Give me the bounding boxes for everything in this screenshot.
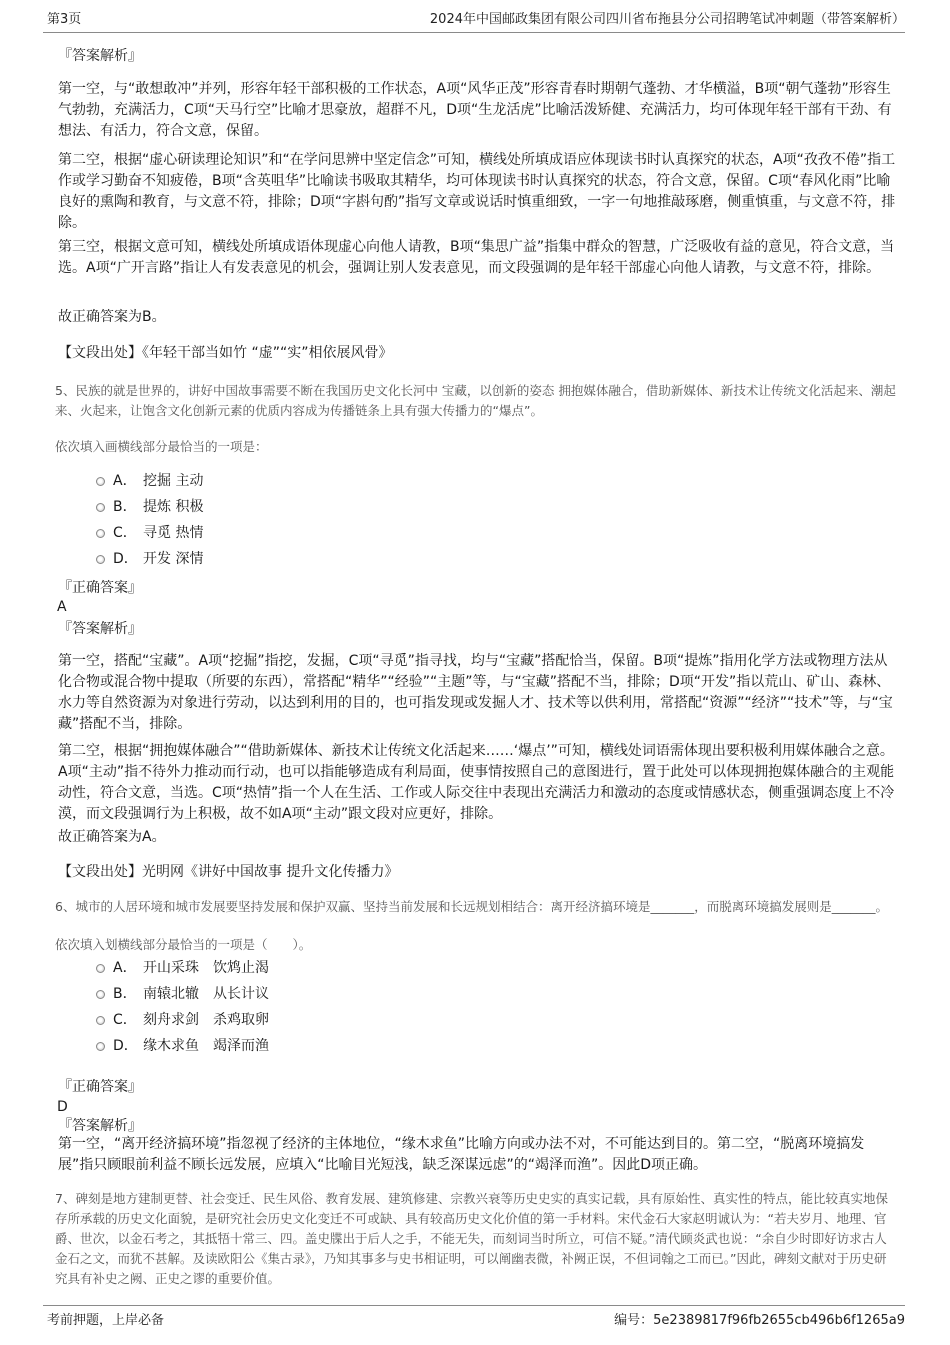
option-text: 刻舟求剑 杀鸡取卵 xyxy=(143,1012,269,1028)
radio-icon[interactable] xyxy=(96,1016,105,1025)
option-letter: A． xyxy=(113,473,137,489)
q5-option-b[interactable] xyxy=(96,497,203,518)
q4-conclusion: 故正确答案为B。 xyxy=(58,309,166,325)
q5-answer-heading: 『正确答案』 xyxy=(58,580,142,596)
radio-icon[interactable] xyxy=(96,990,105,999)
q6-option-a[interactable] xyxy=(96,958,269,979)
q6-option-c[interactable] xyxy=(96,1010,269,1031)
q7-stem: 7、碑刻是地方建制更替、社会变迁、民生风俗、教育发展、建筑修建、宗教兴衰等历史史实的真实记载，具有原始性、真实性的特点，能比较真实地保存所承载的历史文化面貌，是研究社会历史文化变迁不可或缺、具有较高历史文化价值的第一手材料。宋代金石大家赵明诚认为：“若夫岁月、地理、官爵、世次，以金石考之，其抵牾十常三、四。盖史牒出于后人之手，不能无失，而刻词当时所立，可信不疑。”清代顾炎武也说：“余自少时即好访求古人金石之文，而犹不甚解。及读欧阳公《集古录》，乃知其事多与史书相证明，可以阐幽表微，补阙正误，不但词翰之工而已。”因此，碑刻文献对于历史研究具有补史之阙、正史之谬的重要价值。 xyxy=(55,1191,888,1286)
radio-icon[interactable] xyxy=(96,477,105,486)
radio-icon[interactable] xyxy=(96,1042,105,1051)
option-letter: A． xyxy=(113,960,137,976)
q4-analysis-para-2: 第二空，根据“虚心研读理论知识”和“在学问思辨中坚定信念”可知，横线处所填成语应体现读书时认真探究的状态，A项“孜孜不倦”指工作或学习勤奋不知疲倦，B项“含英咀华”比喻读书吸取其精华，均可体现读书时认真探究的状态，符合文意，保留。C项“春风化雨”比喻良好的熏陶和教育，与文意不符，排除；D项“字斟句酌”指写文章或说话时慎重细致，一字一句地推敲琢磨，侧重慎重，与文意不符，排除。 xyxy=(58,152,896,231)
option-text: 开发 深情 xyxy=(143,551,204,567)
q5-answer: A xyxy=(57,599,67,615)
q6-prompt: 依次填入划横线部分最恰当的一项是（ ）。 xyxy=(55,937,312,952)
q6-option-b[interactable] xyxy=(96,984,269,1005)
radio-icon[interactable] xyxy=(96,555,105,564)
q6-answer: D xyxy=(57,1099,68,1115)
q5-stem: 5、民族的就是世界的，讲好中国故事需要不断在我国历史文化长河中 宝藏，以创新的姿态 拥抱媒体融合，借助新媒体、新技术让传统文化活起来、潮起来、火起来，让饱含文化创新元素的优质内容成为传播链条上具有强大传播力的“爆点”。 xyxy=(55,383,896,418)
option-letter: B． xyxy=(113,986,137,1002)
q4-analysis-heading: 『答案解析』 xyxy=(58,48,142,64)
option-text: 开山采珠 饮鸩止渴 xyxy=(143,960,269,976)
q6-analysis-heading: 『答案解析』 xyxy=(58,1118,142,1134)
q5-prompt: 依次填入画横线部分最恰当的一项是： xyxy=(55,439,268,454)
page-header xyxy=(43,10,905,33)
footer-slogan: 考前押题，上岸必备 xyxy=(47,1313,165,1328)
q4-analysis-para-3: 第三空，根据文意可知，横线处所填成语体现虚心向他人请教，B项“集思广益”指集中群众的智慧，广泛吸收有益的意见，符合文意，当选。A项“广开言路”指让人有发表意见的机会，强调让别人发表意见，而文段强调的是年轻干部虚心向他人请教，与文意不符，排除。 xyxy=(58,239,895,276)
q6-answer-heading: 『正确答案』 xyxy=(58,1079,142,1095)
q6-stem: 6、城市的人居环境和城市发展要坚持发展和保护双赢、坚持当前发展和长远规划相结合：离开经济搞环境是_______，而脱离环境搞发展则是_______。 xyxy=(55,899,888,914)
q5-analysis-para-1: 第一空，搭配“宝藏”。A项“挖掘”指挖，发掘，C项“寻觅”指寻找，均与“宝藏”搭配恰当，保留。B项“提炼”指用化学方法或物理方法从化合物或混合物中提取（所要的东西），常搭配“精华”“经验”“主题”等，与“宝藏”搭配不当，排除；D项“开发”指以荒山、矿山、森林、水力等自然资源为对象进行劳动，以达到利用的目的，也可指发现或发掘人才、技术等以供利用，常搭配“资源”“经济”“技术”等，与“宝藏”搭配不当，排除。 xyxy=(58,653,893,732)
option-letter: C． xyxy=(113,1012,137,1028)
document-title: 2024年中国邮政集团有限公司四川省布拖县分公司招聘笔试冲刺题（带答案解析） xyxy=(429,12,905,27)
q5-option-a[interactable] xyxy=(96,471,203,492)
page-number: 第3页 xyxy=(47,12,82,27)
q5-conclusion: 故正确答案为A。 xyxy=(58,829,166,845)
option-text: 寻觅 热情 xyxy=(143,525,204,541)
q6-analysis-para-1: 第一空，“离开经济搞环境”指忽视了经济的主体地位，“缘木求鱼”比喻方向或办法不对，不可能达到目的。第二空，“脱离环境搞发展”指只顾眼前利益不顾长远发展，应填入“比喻目光短浅，缺乏深谋远虑”的“竭泽而渔”。因此D项正确。 xyxy=(58,1136,865,1173)
option-text: 挖掘 主动 xyxy=(143,473,204,489)
q4-source: 【文段出处】《年轻干部当如竹 “虚”“实”相依展风骨》 xyxy=(58,345,393,361)
radio-icon[interactable] xyxy=(96,964,105,973)
q5-analysis-heading: 『答案解析』 xyxy=(58,621,142,637)
q5-option-d[interactable] xyxy=(96,549,203,570)
document-id: 编号：5e2389817f96fb2655cb496b6f1265a9 xyxy=(614,1313,905,1328)
option-text: 南辕北辙 从长计议 xyxy=(143,986,269,1002)
option-text: 提炼 积极 xyxy=(143,499,204,515)
q4-analysis-para-1: 第一空，与“敢想敢冲”并列，形容年轻干部积极的工作状态，A项“风华正茂”形容青春时期朝气蓬勃、才华横溢，B项“朝气蓬勃”形容生气勃勃，充满活力，C项“天马行空”比喻才思豪放，超群不凡，D项“生龙活虎”比喻活泼矫健、充满活力，均可体现年轻干部有干劲、有想法、有活力，符合文意，保留。 xyxy=(58,81,892,139)
option-letter: B． xyxy=(113,499,137,515)
q5-option-c[interactable] xyxy=(96,523,203,544)
page-footer xyxy=(43,1305,905,1328)
q5-source: 【文段出处】光明网《讲好中国故事 提升文化传播力》 xyxy=(58,864,399,880)
option-letter: C． xyxy=(113,525,137,541)
radio-icon[interactable] xyxy=(96,503,105,512)
option-text: 缘木求鱼 竭泽而渔 xyxy=(143,1038,269,1054)
q6-option-d[interactable] xyxy=(96,1036,269,1057)
q5-analysis-para-2: 第二空，根据“拥抱媒体融合”“借助新媒体、新技术让传统文化活起来……‘爆点’”可知，横线处词语需体现出要积极利用媒体融合之意。A项“主动”指不待外力推动而行动，也可以指能够造成有利局面，使事情按照自己的意图进行，置于此处可以体现拥抱媒体融合的主观能动性，符合文意，当选。C项“热情”指一个人在生活、工作或人际交往中表现出充满活力和激动的态度或情感状态，侧重强调态度上不冷漠，而文段强调行为上积极，故不如A项“主动”跟文段对应更好，排除。 xyxy=(58,743,895,822)
option-letter: D． xyxy=(113,1038,138,1054)
option-letter: D． xyxy=(113,551,138,567)
radio-icon[interactable] xyxy=(96,529,105,538)
